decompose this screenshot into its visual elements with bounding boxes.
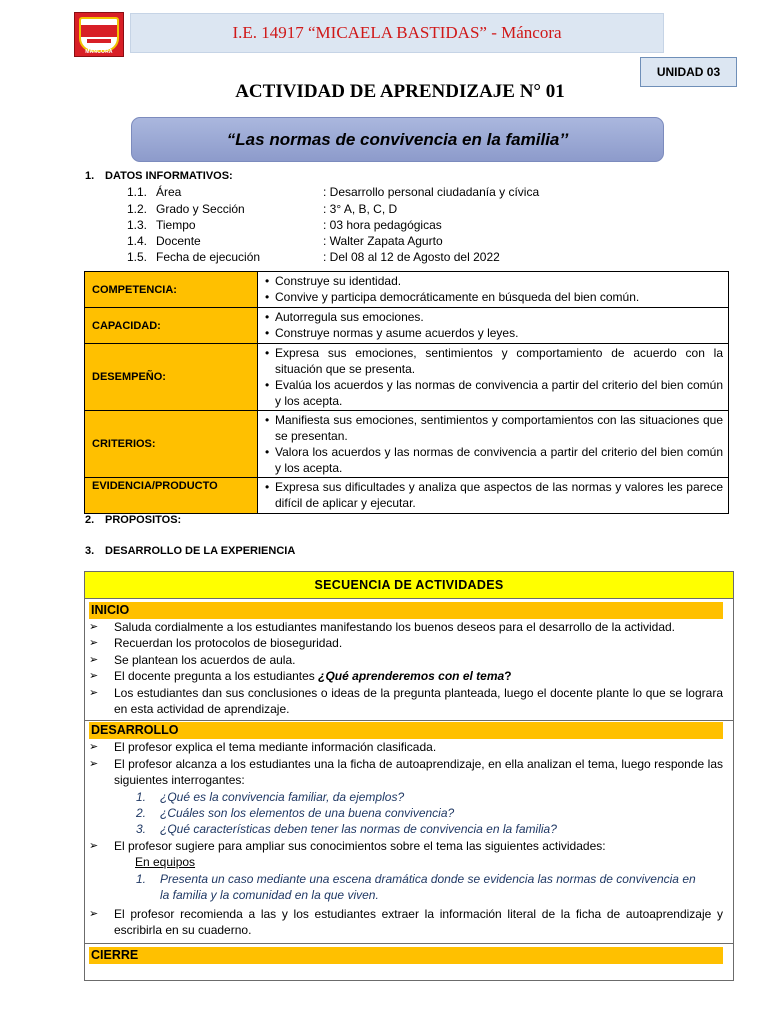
evidencia-value: [258, 478, 729, 514]
section-datos-heading: [85, 170, 233, 182]
criterios-value: [258, 411, 729, 478]
info-num: 1.1.: [127, 185, 148, 199]
cierre-label: CIERRE: [89, 947, 723, 964]
section-number: 1.: [85, 170, 95, 182]
question-text: Presenta un caso mediante una escena dramática donde se evidencia las normas de convivencia en la familia y la comunidad en la que viven.: [160, 871, 696, 903]
info-key: Docente: [156, 234, 201, 248]
secuencia-table: [84, 571, 734, 981]
desarrollo-label: DESARROLLO: [89, 722, 723, 739]
info-value: : 03 hora pedagógicas: [323, 218, 442, 232]
list-item: • Evalúa los acuerdos y las normas de convivencia a partir del criterio del bien común y los acepta.: [265, 377, 723, 409]
list-item: ➢ Saluda cordialmente a los estudiantes manifestando los buenos deseos para el desarrollo de la actividad.: [89, 619, 723, 635]
info-value: : Del 08 al 12 de Agosto del 2022: [323, 250, 500, 264]
criterios-label: CRITERIOS:: [85, 411, 258, 478]
competencia-label: COMPETENCIA:: [85, 272, 258, 308]
table-row: [85, 308, 729, 344]
table-row: [85, 272, 729, 308]
inicio-question: ¿Qué aprenderemos con el tema: [318, 669, 505, 684]
logo-text: MANCORA: [85, 49, 113, 55]
inicio-question-prefix: El docente pregunta a los estudiantes: [114, 669, 319, 684]
list-item: • Expresa sus dificultades y analiza que aspectos de las normas y valores les parece difícil de aplicar y ejecutar.: [265, 479, 723, 511]
info-key: Área: [156, 185, 182, 199]
question-text: ¿Qué características deben tener las normas de convivencia en la familia?: [160, 822, 557, 837]
info-value: : Walter Zapata Agurto: [323, 234, 443, 248]
school-name-banner: I.E. 14917 “MICAELA BASTIDAS” - Máncora: [130, 13, 664, 53]
unidad-badge: UNIDAD 03: [640, 57, 737, 87]
list-item: ➢ El profesor sugiere para ampliar sus conocimientos sobre el tema las siguientes actividades:: [89, 838, 723, 854]
list-item: ➢ El profesor alcanza a los estudiantes una la ficha de autoaprendizaje, en ella analizan el tema, luego responde las siguientes interrogantes:: [89, 756, 723, 789]
section-number: 3.: [85, 545, 95, 557]
list-item: • Valora los acuerdos y las normas de convivencia a partir del criterio del bien común y los acepta.: [265, 444, 723, 476]
inicio-label: INICIO: [89, 602, 723, 619]
info-value: : 3° A, B, C, D: [323, 202, 398, 216]
question-number: 1.: [136, 871, 147, 886]
desempeno-value: [258, 344, 729, 411]
list-item: • Manifiesta sus emociones, sentimientos y comportamientos con las situaciones que se presentan.: [265, 412, 723, 444]
info-num: 1.5.: [127, 250, 148, 264]
section-label: DESARROLLO DE LA EXPERIENCIA: [105, 545, 296, 557]
question-number: 3.: [136, 822, 147, 837]
section-number: 2.: [85, 514, 95, 526]
equipos-label: En equipos: [135, 855, 196, 870]
section-label: DATOS INFORMATIVOS:: [105, 170, 233, 182]
question-number: 2.: [136, 806, 147, 821]
competencias-table: [84, 271, 729, 514]
competencia-value: [258, 272, 729, 308]
info-value: : Desarrollo personal ciudadanía y cívica: [323, 185, 540, 199]
section-propositos-heading: [85, 514, 181, 526]
list-item: ➢ El profesor explica el tema mediante información clasificada.: [89, 739, 723, 755]
table-row: [85, 344, 729, 411]
list-item: • Convive y participa democráticamente en búsqueda del bien común.: [265, 289, 723, 305]
inicio-question-suffix: ?: [504, 669, 512, 684]
school-logo: [74, 12, 124, 57]
capacidad-label: CAPACIDAD:: [85, 308, 258, 344]
divider: [85, 720, 733, 721]
theme-banner: “Las normas de convivencia en la familia’’: [131, 117, 664, 162]
list-item: ➢ El profesor recomienda a las y los estudiantes extraer la información literal de la ficha de autoaprendizaje y escribirla en su cuaderno.: [89, 906, 723, 939]
section-label: PROPOSITOS:: [105, 514, 182, 526]
info-num: 1.3.: [127, 218, 148, 232]
info-num: 1.4.: [127, 234, 148, 248]
evidencia-label: EVIDENCIA/PRODUCTO: [85, 478, 258, 514]
info-key: Fecha de ejecución: [156, 250, 261, 264]
divider: [85, 943, 733, 944]
question-number: 1.: [136, 789, 147, 804]
question-text: ¿Qué es la convivencia familiar, da ejemplos?: [160, 789, 405, 804]
question-item: [89, 789, 723, 805]
question-item: [89, 805, 723, 821]
inicio-body: [85, 619, 733, 721]
page-title: ACTIVIDAD DE APRENDIZAJE N° 01: [235, 81, 565, 102]
list-item: ➢ Los estudiantes dan sus conclusiones o ideas de la pregunta planteada, luego el docente plante lo que se lograra en esta actividad de aprendizaje.: [89, 685, 723, 718]
secuencia-heading: SECUENCIA DE ACTIVIDADES: [85, 572, 733, 599]
list-item: • Construye su identidad.: [265, 273, 723, 289]
list-item: ➢ Recuerdan los protocolos de bioseguridad.: [89, 635, 723, 651]
desempeno-label: DESEMPEÑO:: [85, 344, 258, 411]
desarrollo-body: [85, 739, 733, 944]
capacidad-value: [258, 308, 729, 344]
info-num: 1.2.: [127, 202, 148, 216]
table-row: [85, 411, 729, 478]
shield-emblem-icon: [79, 17, 119, 52]
question-item: [89, 821, 723, 837]
table-row: [85, 478, 729, 514]
list-item: ➢ Se plantean los acuerdos de aula.: [89, 652, 723, 668]
info-key: Grado y Sección: [156, 202, 245, 216]
list-item: • Expresa sus emociones, sentimientos y comportamiento de acuerdo con la situación que se presenta.: [265, 345, 723, 377]
list-item: • Autorregula sus emociones.: [265, 309, 723, 325]
question-text: ¿Cuáles son los elementos de una buena convivencia?: [160, 806, 455, 821]
list-item: [89, 668, 723, 684]
equipos-item: [89, 871, 723, 904]
section-desarrollo-heading: [85, 545, 295, 557]
list-item: • Construye normas y asume acuerdos y leyes.: [265, 325, 723, 341]
info-key: Tiempo: [156, 218, 196, 232]
